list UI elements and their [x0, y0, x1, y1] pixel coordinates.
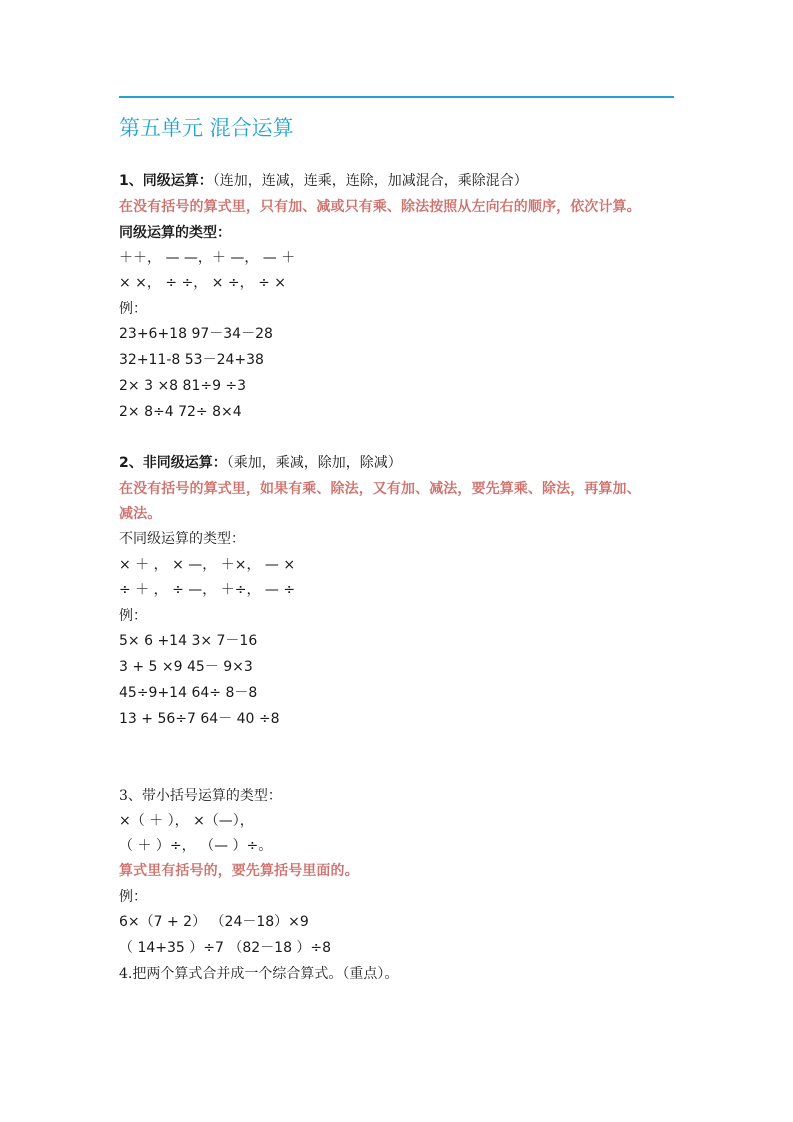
- section-2-example-label: 例：: [119, 608, 147, 624]
- section-3-rule: 算式里有括号的，要先算括号里面的。: [119, 863, 359, 879]
- section-2-types-title: 不同级运算的类型：: [119, 531, 245, 547]
- section-3-example: （ 14+35 ）÷7 （82－18 ）÷8: [119, 940, 332, 956]
- section-2-example: 5× 6 +14 3× 7－16: [119, 633, 258, 649]
- section-2-type-line: ÷ ＋ ， ÷ —， ＋÷， — ÷: [119, 582, 296, 598]
- section-3-example: 6×（7 + 2） （24－18）×9: [119, 914, 309, 930]
- section-1-heading: 1、同级运算：: [119, 173, 213, 189]
- section-1-types-title: 同级运算的类型：: [119, 225, 231, 241]
- section-2-example: 45÷9+14 64÷ 8－8: [119, 685, 258, 701]
- section-1-example: 32+11-8 53－24+38: [119, 352, 264, 368]
- page-title: 第五单元 混合运算: [119, 116, 294, 140]
- section-1-example-label: 例：: [119, 301, 147, 317]
- section-1-example: 2× 8÷4 72÷ 8×4: [119, 404, 242, 420]
- section-1-example: 2× 3 ×8 81÷9 ÷3: [119, 378, 247, 394]
- section-3-type-line: （ ＋ ）÷， （— ）÷。: [119, 838, 273, 854]
- section-3-heading: 3、带小括号运算的类型：: [119, 788, 282, 804]
- section-2-heading: 2、非同级运算：: [119, 455, 227, 471]
- section-1-rule: 在没有括号的算式里，只有加、减或只有乘、除法按照从左向右的顺序，依次计算。: [119, 199, 641, 215]
- section-1-note: （连加，连减，连乘，连除，加减混合，乘除混合）: [212, 173, 528, 189]
- section-3-type-line: ×（ ＋ ）， ×（—），: [119, 813, 254, 829]
- section-2-type-line: × ＋ ， × —， ＋×， — ×: [119, 557, 296, 573]
- section-3-example-label: 例：: [119, 889, 147, 905]
- section-2-rule-line-1: 在没有括号的算式里，如果有乘、除法，又有加、减法，要先算乘、除法，再算加、: [119, 481, 641, 497]
- header-rule: [119, 96, 674, 98]
- section-2-heading-line: [119, 454, 402, 472]
- section-2-example: 3 + 5 ×9 45－ 9×3: [119, 659, 253, 675]
- section-2-example: 13 + 56÷7 64－ 40 ÷8: [119, 711, 280, 727]
- section-1-type-line: × ×， ÷ ÷， × ÷， ÷ ×: [119, 275, 286, 291]
- section-1-example: 23+6+18 97－34－28: [119, 326, 273, 342]
- section-2-rule-line-2: 减法。: [119, 506, 162, 522]
- section-4-text: 4.把两个算式合并成一个综合算式。（重点）。: [119, 966, 399, 982]
- section-2-note: （乘加，乘减，除加，除减）: [226, 455, 402, 471]
- section-1-heading-line: [119, 172, 528, 190]
- section-1-type-line: ＋＋， — —，＋ —， — ＋: [119, 250, 296, 266]
